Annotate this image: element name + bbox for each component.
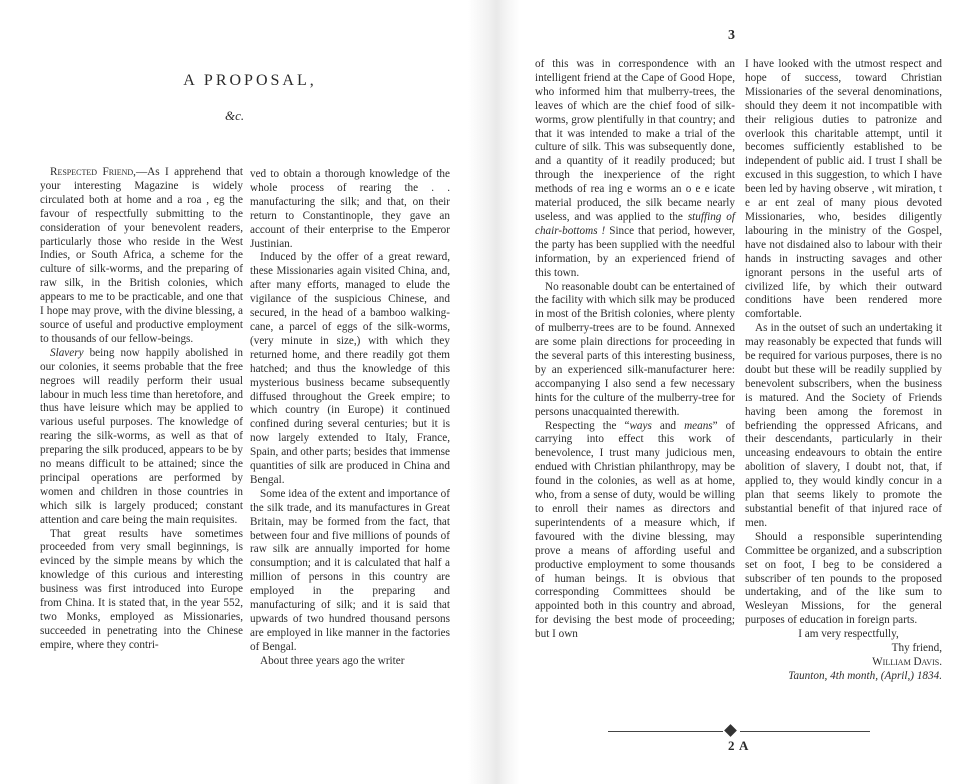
paragraph bbox=[40, 347, 243, 528]
paragraph: About three years ago the writer bbox=[260, 654, 405, 667]
paragraph: As in the outset of such an undertaking it may reasonably be expected that funds will be required for various purposes, there is no doubt but these will be readily supplied by benevolent subscribers, when the business is matured. And the Society of Friends having been among the foremost in befriending the oppressed Africans, and their descendants, particularly in their unceasing endeavours to obtain the entire abolition of slavery, I doubt not, that, if applied to, they would kindly concur in a plan that seems likely to promote the substantial benefit of that injured race of men. bbox=[745, 322, 942, 529]
page-number: 3 bbox=[728, 28, 736, 43]
paragraph-text: ” of carrying into effect this work of benevolence, I trust many judicious men, endued with Christian philanthropy, may be found in the colonies, as well as at home, who, from a sense of duty, would be willing to enroll their names as directors and superintendents of a measure which, if favoured with the divine blessing, may prove a means of affording useful and productive employment to some thousands of human beings. It is obvious that corresponding Committees should be appointed both in this country and abroad, for devising the best mode of proceeding; but I own bbox=[535, 419, 735, 641]
title-etc: &c. bbox=[225, 108, 245, 123]
closing-line: I am very respectfully, bbox=[798, 628, 899, 641]
emphasis: stuffing of chair-bottoms ! bbox=[535, 210, 735, 237]
page-title: A PROPOSAL, bbox=[183, 72, 317, 89]
ornament-rule bbox=[740, 731, 870, 732]
date-line: Taunton, 4th month, (April,) 1834. bbox=[788, 669, 942, 682]
salutation: Respected Friend, bbox=[50, 166, 136, 178]
paragraph: Some idea of the extent and importance of the silk trade, and its manufactures in Great Britain, may be formed from the fact, that between four and five millions of pounds of raw silk are annually imported for home consumption; and it is calculated that half a million of persons in this country are employed in the preparing and manufacturing of silk; and it is said that upwards of two hundred thousand persons are employed in like manner in the factories of Bengal. bbox=[250, 487, 450, 653]
paragraph-text: Since that period, however, the party has been supplied with the needful information, by an experienced friend of this town. bbox=[535, 224, 735, 279]
paragraph: That great results have sometimes proceeded from very small beginnings, is evinced by the simple means by which the knowledge of this curious and interesting business was first introduced into Europe from China. It is stated that, in the year 552, two Monks, employed as Missionaries, succeeded in penetrating into the Chinese empire, where they contri- bbox=[40, 527, 243, 651]
signature-mark: 2 A bbox=[728, 738, 750, 753]
paragraph: Induced by the offer of a great reward, these Missionaries again visited China, and, after many efforts, managed to elude the vigilance of the suspicious Chinese, and secured, in the head of a bamboo walking-cane, a parcel of eggs of the silk-worms, (very minute in size,) with which they returned home, and there readily got them hatched; and thus the knowledge of this mysterious business became subsequently diffused throughout the Greek empire; to which country (in Europe) it continued confined during several centuries; but it is now largely extended to Italy, France, Spain, and other parts; besides that immense quantities of silk are produced in China and Bengal. bbox=[250, 251, 450, 486]
signer-name: William Davis. bbox=[872, 655, 942, 668]
paragraph-text: of this was in correspondence with an intelligent friend at the Cape of Good Hope, who informed him that mulberry-trees, the leaves of which are the chief food of silk-worms, grow plentifully in that country; and that it was intended to make a trial of the culture of silk. This was subsequently done, and a quantity of it readily produced; but through the inexperience of the right methods of rea ing e worms an o e e icate material produced, the silk became nearly useless, and was applied to the bbox=[535, 58, 735, 223]
paragraph-text: and bbox=[651, 419, 685, 432]
text-column-2 bbox=[250, 168, 450, 669]
paragraph bbox=[535, 58, 735, 281]
paragraph-text: —As I apprehend that your interesting Magazine is widely circulated both at home and a roa , eg the favour of respectfully submitting to the consideration of your benevolent readers, particularly those who reside in the West Indies, or South Africa, a scheme for the culture of silk-worms, and the preparing of raw silk, in the British colonies, which appears to me to be practicable, and one that I hope may prove, with the divine blessing, a source of useful and productive employment to thousands of our fellow-beings. bbox=[40, 166, 243, 345]
paragraph: I have looked with the utmost respect and hope of success, toward Christian Missionaries of the several denominations, should they deem it not incompatible with their religious duties to patronize and overlook this charitable attempt, until it becomes sufficiently established to be independent of public aid. I trust I shall be excused in this suggestion, to which I have been led by having observe , wit miration, t e ar ent zeal of many pious devoted Missionaries, who, besides diligently labouring in the ministry of the Gospel, have not disdained also to labour with their hands in instructing savages and other ignorant persons in the useful arts of civilized life, by which their outward conditions have been rendered more comfortable. bbox=[745, 58, 942, 321]
text-column-3 bbox=[535, 58, 735, 642]
paragraph bbox=[40, 166, 243, 347]
paragraph: ved to obtain a thorough knowledge of the whole process of rearing the . . manufacturing the silk; and that, on their return to Constantinople, they gave an account of their enterprise to the Emperor Justinian. bbox=[250, 168, 450, 250]
emphasis: Slavery bbox=[50, 346, 84, 359]
emphasis: means bbox=[684, 419, 713, 432]
paragraph-text: Respecting the “ bbox=[545, 419, 630, 432]
emphasis: ways bbox=[629, 419, 652, 432]
closing-line: Thy friend, bbox=[891, 642, 942, 655]
ornament-rule bbox=[608, 731, 723, 732]
book-gutter bbox=[468, 0, 520, 784]
text-column-1 bbox=[40, 166, 243, 653]
diamond-icon bbox=[724, 724, 737, 737]
paragraph-text: being now happily abolished in our colonies, it seems probable that the free negroes will readily perform their usual labour in much less time than heretofore, and thus have leisure which may be applied to various useful purposes. The knowledge of rearing the silk-worms, as well as that of preparing the silk produced, appears to be by no means difficult to be attained; since the principal operations are performed by women and children in those countries in which silk is largely produced; constant attention and care being the main requisites. bbox=[40, 346, 243, 526]
paragraph: No reasonable doubt can be entertained of the facility with which silk may be produced in most of the British colonies, where plenty of mulberry-trees are to be found. Annexed are some plain directions for proceeding in the several parts of this interesting business, by an experienced silk-manufacturer here: accompanying I also send a few necessary hints for the culture of the mulberry-tree for persons unacquainted therewith. bbox=[535, 280, 735, 418]
paragraph bbox=[535, 420, 735, 643]
paragraph: Should a responsible superintending Committee be organized, and a subscription set on foot, I beg to be considered a subscriber of ten pounds to the proposed undertaking, and of the like sum to Wesleyan Missions, for the general purposes of education in foreign parts. bbox=[745, 530, 942, 627]
text-column-4 bbox=[745, 58, 942, 684]
